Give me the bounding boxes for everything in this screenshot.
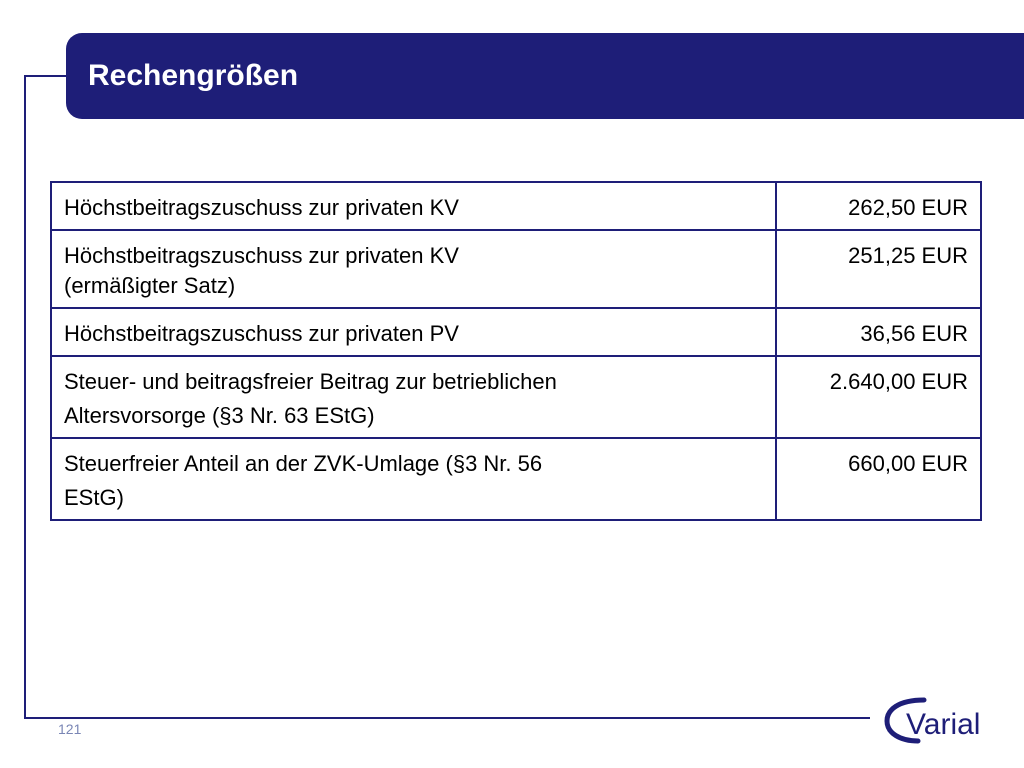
table-row: [51, 230, 981, 308]
row-label-line: Altersvorsorge (§3 Nr. 63 EStG): [64, 403, 375, 428]
row-label: Höchstbeitragszuschuss zur privaten PV: [51, 308, 776, 356]
row-label-line: Steuer- und beitragsfreier Beitrag zur betrieblichen: [64, 369, 557, 394]
values-table: [50, 181, 982, 521]
row-label: [51, 356, 776, 438]
frame-left-line: [24, 75, 26, 719]
row-value: 36,56 EUR: [776, 308, 981, 356]
table-row: [51, 182, 981, 230]
varial-logo: [884, 694, 1008, 746]
row-value: 660,00 EUR: [776, 438, 981, 520]
row-label: Höchstbeitragszuschuss zur privaten KV: [51, 182, 776, 230]
row-label-line: Höchstbeitragszuschuss zur privaten KV: [64, 243, 459, 268]
frame-top-line: [24, 75, 68, 77]
row-label-line: EStG): [64, 485, 124, 510]
row-value: 251,25 EUR: [776, 230, 981, 308]
title-bar: [66, 33, 1024, 119]
table-row: [51, 308, 981, 356]
table-row: [51, 438, 981, 520]
logo-text: Varial: [906, 708, 981, 741]
row-label: [51, 230, 776, 308]
row-value: 2.640,00 EUR: [776, 356, 981, 438]
row-label-line: (ermäßigter Satz): [64, 273, 236, 298]
frame-bottom-line: [24, 717, 870, 719]
row-value: 262,50 EUR: [776, 182, 981, 230]
table-row: [51, 356, 981, 438]
page-number: 121: [58, 721, 82, 737]
slide-title: Rechengrößen: [88, 59, 299, 92]
row-label-line: Steuerfreier Anteil an der ZVK-Umlage (§3 Nr. 56: [64, 451, 543, 476]
row-label: [51, 438, 776, 520]
